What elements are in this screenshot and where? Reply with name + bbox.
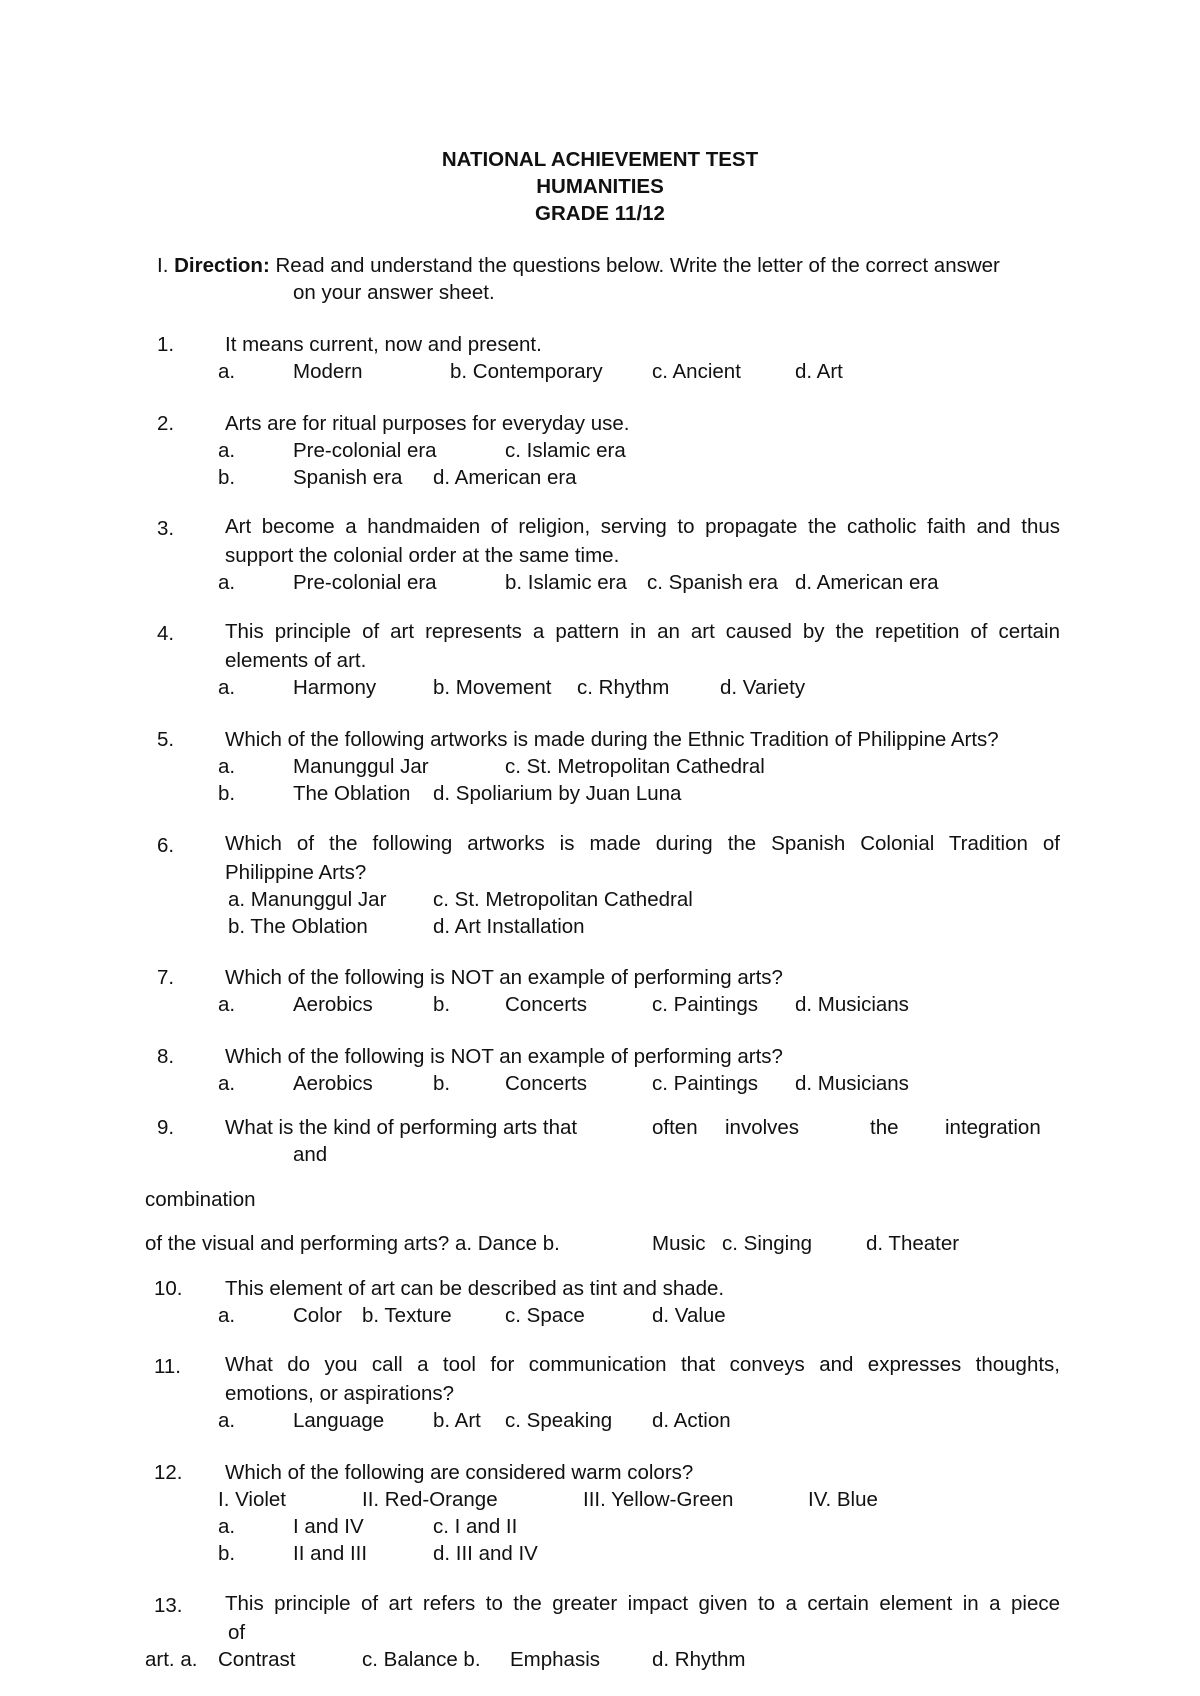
q10-stem: This element of art can be described as tint and shade. (225, 1277, 725, 1300)
q4-option-c: c. Rhythm (577, 676, 670, 699)
q2-option-d: d. American era (433, 466, 577, 489)
q5-option-b-letter: b. (218, 782, 236, 805)
q8-option-a-letter: a. (218, 1072, 236, 1095)
test-subject: HUMANITIES (536, 175, 664, 198)
q2-option-a: Pre-colonial era (293, 439, 437, 462)
q10-option-c: c. Space (505, 1304, 585, 1327)
q12-option-a: I and IV (293, 1515, 364, 1538)
q1-option-a-letter: a. (218, 360, 236, 383)
q7-option-b-letter: b. (433, 993, 451, 1016)
q12-choice-ii: II. Red-Orange (362, 1488, 498, 1511)
q11-option-b: b. Art (433, 1409, 481, 1432)
q9-stem-combination: combination (145, 1188, 256, 1211)
q3-option-a-letter: a. (218, 571, 236, 594)
q6-option-d: d. Art Installation (433, 915, 585, 938)
q13-option-b: Emphasis (510, 1648, 601, 1671)
q13-stem-line2: of (228, 1621, 246, 1644)
q9-stem-part2: often (652, 1116, 698, 1139)
q6-option-c: c. St. Metropolitan Cathedral (433, 888, 693, 911)
q1-option-a: Modern (293, 360, 363, 383)
q6-option-b: b. The Oblation (228, 915, 368, 938)
q4-option-a-letter: a. (218, 676, 236, 699)
q1-option-c: c. Ancient (652, 360, 741, 383)
q13-number: 13. (154, 1594, 183, 1617)
direction-numeral: I. (157, 254, 169, 277)
q2-option-c: c. Islamic era (505, 439, 626, 462)
q13-option-d: d. Rhythm (652, 1648, 746, 1671)
q5-option-a-letter: a. (218, 755, 236, 778)
q7-stem: Which of the following is NOT an example of performing arts? (225, 966, 783, 989)
q7-option-c: c. Paintings (652, 993, 758, 1016)
q1-stem: It means current, now and present. (225, 333, 542, 356)
q12-option-b: II and III (293, 1542, 368, 1565)
q12-option-d: d. III and IV (433, 1542, 538, 1565)
direction-line (157, 256, 1000, 277)
q11-stem-line2: emotions, or aspirations? (225, 1382, 455, 1405)
q10-option-d: d. Value (652, 1304, 726, 1327)
q5-option-c: c. St. Metropolitan Cathedral (505, 755, 765, 778)
q6-option-a: a. Manunggul Jar (228, 888, 387, 911)
q10-option-a: Color (293, 1304, 342, 1327)
q12-choice-i: I. Violet (218, 1488, 286, 1511)
q6-stem-line1: Which of the following artworks is made during the Spanish Colonial Tradition of (225, 832, 1060, 855)
q4-option-a: Harmony (293, 676, 377, 699)
q4-option-b: b. Movement (433, 676, 552, 699)
q9-number: 9. (157, 1116, 175, 1139)
q6-number: 6. (157, 834, 175, 857)
q11-option-d: d. Action (652, 1409, 731, 1432)
q9-option-c: c. Singing (722, 1232, 813, 1255)
q8-option-b-letter: b. (433, 1072, 451, 1095)
q7-option-a-letter: a. (218, 993, 236, 1016)
q4-number: 4. (157, 622, 175, 645)
direction-label: Direction: (174, 254, 270, 277)
q12-stem: Which of the following are considered warm colors? (225, 1461, 694, 1484)
q11-number: 11. (154, 1355, 181, 1378)
q4-stem-line2: elements of art. (225, 649, 367, 672)
q1-option-d: d. Art (795, 360, 843, 383)
q1-number: 1. (157, 333, 175, 356)
q9-stem-and: and (293, 1143, 328, 1166)
q3-stem-line1: Art become a handmaiden of religion, serving to propagate the catholic faith and thus (225, 515, 1060, 538)
q13-stem-line1: This principle of art refers to the greater impact given to a certain element in a piece (225, 1592, 1060, 1615)
q4-option-d: d. Variety (720, 676, 806, 699)
q2-option-a-letter: a. (218, 439, 236, 462)
q10-option-a-letter: a. (218, 1304, 236, 1327)
q12-choice-iv: IV. Blue (808, 1488, 878, 1511)
q3-stem-line2: support the colonial order at the same time. (225, 544, 620, 567)
q8-option-c: c. Paintings (652, 1072, 758, 1095)
q9-stem-part3: involves (725, 1116, 800, 1139)
q9-option-d: d. Theater (866, 1232, 960, 1255)
q8-option-d: d. Musicians (795, 1072, 909, 1095)
q5-option-d: d. Spoliarium by Juan Luna (433, 782, 682, 805)
q8-option-b: Concerts (505, 1072, 588, 1095)
q5-stem: Which of the following artworks is made during the Ethnic Tradition of Philippine Arts? (225, 728, 999, 751)
q5-option-a: Manunggul Jar (293, 755, 429, 778)
q8-stem: Which of the following is NOT an example of performing arts? (225, 1045, 783, 1068)
q12-option-b-letter: b. (218, 1542, 236, 1565)
q1-option-b: b. Contemporary (450, 360, 603, 383)
q2-stem: Arts are for ritual purposes for everyday use. (225, 412, 630, 435)
q12-option-a-letter: a. (218, 1515, 236, 1538)
q7-option-b: Concerts (505, 993, 588, 1016)
q4-stem-line1: This principle of art represents a pattern in an art caused by the repetition of certain (225, 620, 1060, 643)
q3-option-c: c. Spanish era (647, 571, 779, 594)
q2-number: 2. (157, 412, 175, 435)
q10-option-b: b. Texture (362, 1304, 452, 1327)
q3-option-a: Pre-colonial era (293, 571, 437, 594)
q8-option-a: Aerobics (293, 1072, 373, 1095)
q7-option-a: Aerobics (293, 993, 373, 1016)
q9-option-b: Music (652, 1232, 706, 1255)
q6-stem-line2: Philippine Arts? (225, 861, 367, 884)
q11-option-a-letter: a. (218, 1409, 236, 1432)
test-grade: GRADE 11/12 (535, 202, 665, 225)
q13-option-c: c. Balance b. (362, 1648, 481, 1671)
q2-option-b-letter: b. (218, 466, 236, 489)
q7-option-d: d. Musicians (795, 993, 909, 1016)
direction-text: Read and understand the questions below. Write the letter of the correct answer (275, 254, 1000, 277)
test-title: NATIONAL ACHIEVEMENT TEST (441, 148, 759, 171)
q12-number: 12. (154, 1461, 183, 1484)
q12-option-c: c. I and II (433, 1515, 518, 1538)
q13-option-a: Contrast (218, 1648, 296, 1671)
q11-option-c: c. Speaking (505, 1409, 613, 1432)
direction-text-cont: on your answer sheet. (293, 281, 495, 304)
q11-option-a: Language (293, 1409, 385, 1432)
q3-option-d: d. American era (795, 571, 939, 594)
q8-number: 8. (157, 1045, 175, 1068)
q3-number: 3. (157, 517, 175, 540)
q7-number: 7. (157, 966, 175, 989)
q9-stem-part5: integration (945, 1116, 1041, 1139)
q9-stem-last: of the visual and performing arts? a. Dance b. (145, 1232, 560, 1255)
q13-lead: art. a. (145, 1648, 198, 1671)
q5-option-b: The Oblation (293, 782, 411, 805)
q5-number: 5. (157, 728, 175, 751)
q3-option-b: b. Islamic era (505, 571, 627, 594)
q12-choice-iii: III. Yellow-Green (583, 1488, 734, 1511)
q2-option-b: Spanish era (293, 466, 403, 489)
q9-stem-part1: What is the kind of performing arts that (225, 1116, 578, 1139)
q9-stem-part4: the (870, 1116, 899, 1139)
q11-stem-line1: What do you call a tool for communication that conveys and expresses thoughts, (225, 1353, 1060, 1376)
q10-number: 10. (154, 1277, 183, 1300)
